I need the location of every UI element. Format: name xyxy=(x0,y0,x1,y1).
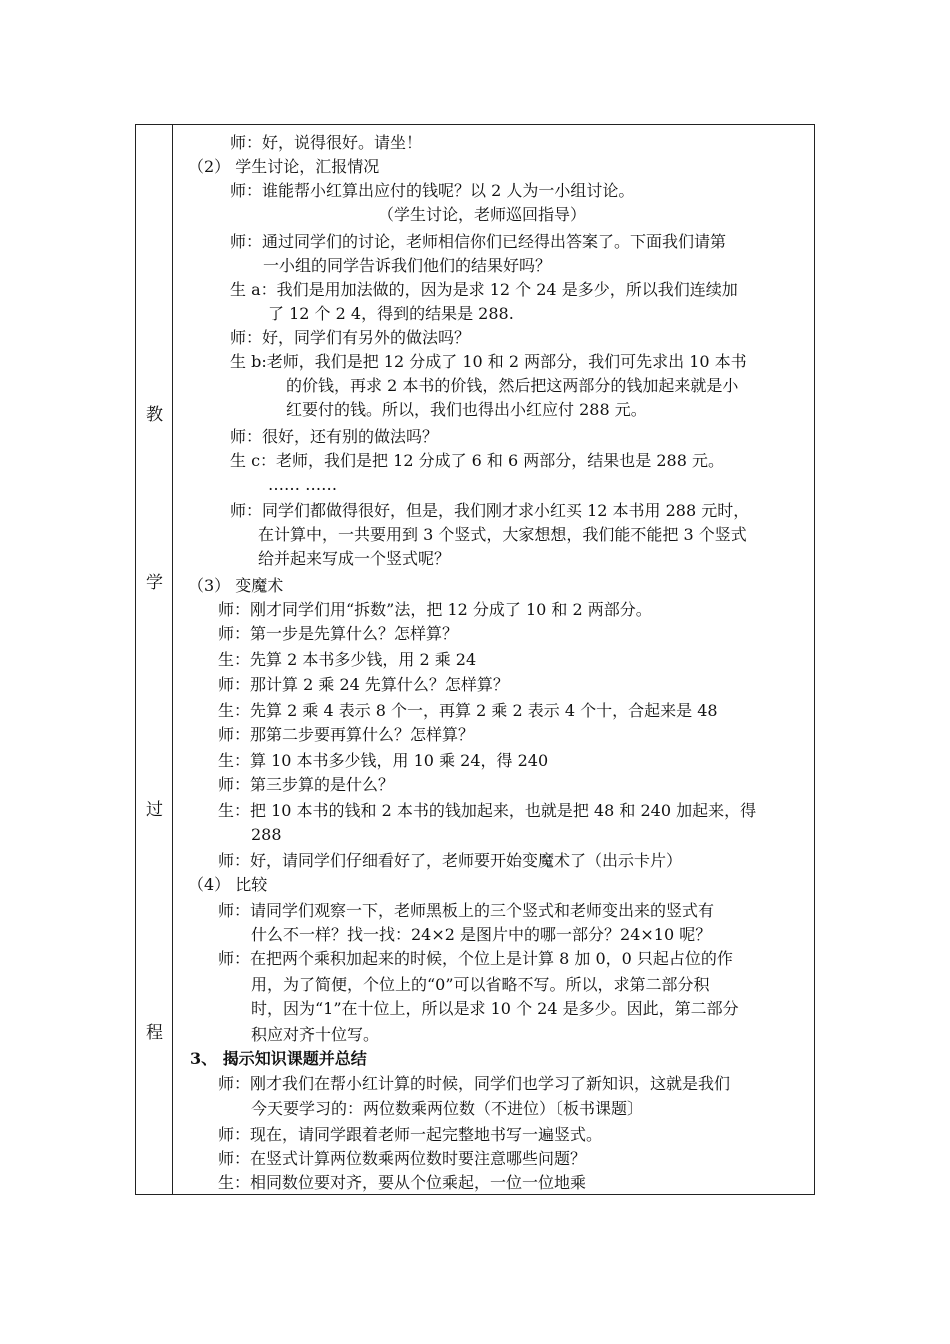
lesson-table xyxy=(135,124,815,1195)
section-label-column xyxy=(136,125,173,1194)
text-line: 生：相同数位要对齐，要从个位乘起，一位一位地乘 xyxy=(218,1173,587,1192)
text-line: （学生讨论，老师巡回指导） xyxy=(378,205,587,224)
text-line: 师：好，请同学们仔细看好了，老师要开始变魔术了（出示卡片） xyxy=(218,851,683,870)
text-line: 师：刚才我们在帮小红计算的时候，同学们也学习了新知识，这就是我们 xyxy=(218,1074,731,1093)
text-line: 师：请同学们观察一下，老师黑板上的三个竖式和老师变出来的竖式有 xyxy=(218,901,715,920)
text-line: 师：那第二步要再算什么？怎样算？ xyxy=(218,725,475,744)
side-label-char: 教 xyxy=(146,405,163,425)
text-line: 时，因为“1”在十位上，所以是求 10 个 24 是多少。因此，第二部分 xyxy=(251,999,739,1018)
text-line: 生：把 10 本书的钱和 2 本书的钱加起来，也就是把 48 和 240 加起来，得 xyxy=(218,801,757,820)
side-label-char: 过 xyxy=(146,800,163,820)
side-label-char: 程 xyxy=(146,1023,163,1043)
text-line: 师：同学们都做得很好，但是，我们刚才求小红买 12 本书用 288 元时， xyxy=(230,501,750,520)
text-line: 的价钱，再求 2 本书的价钱，然后把这两部分的钱加起来就是小 xyxy=(286,376,739,395)
text-line: 什么不一样？找一找：24×2 是图片中的哪一部分？24×10 呢？ xyxy=(251,925,712,944)
side-label-char: 学 xyxy=(146,573,163,593)
text-line: 了 12 个 2 4，得到的结果是 288. xyxy=(268,304,514,323)
text-line: 288 xyxy=(251,825,282,844)
text-line: 在计算中，一共要用到 3 个竖式，大家想想，我们能不能把 3 个竖式 xyxy=(258,525,747,544)
text-line: 师：在把两个乘积加起来的时候，个位上是计算 8 加 0，0 只起占位的作 xyxy=(218,949,733,968)
text-line: 师：刚才同学们用“拆数”法，把 12 分成了 10 和 2 两部分。 xyxy=(218,600,652,619)
text-line: 用，为了简便，个位上的“0”可以省略不写。所以，求第二部分积 xyxy=(251,975,710,994)
text-line: 生 c：老师，我们是把 12 分成了 6 和 6 两部分，结果也是 288 元。 xyxy=(230,451,724,470)
text-line: 师：那计算 2 乘 24 先算什么？怎样算？ xyxy=(218,675,509,694)
text-line: 师：很好，还有别的做法吗？ xyxy=(230,427,439,446)
text-line: 师：通过同学们的讨论，老师相信你们已经得出答案了。下面我们请第 xyxy=(230,232,727,251)
text-line: 师：好，同学们有另外的做法吗？ xyxy=(230,328,471,347)
text-line: （3） 变魔术 xyxy=(188,576,284,595)
text-line: …… …… xyxy=(268,475,338,494)
text-line: 师：第一步是先算什么？怎样算？ xyxy=(218,624,459,643)
text-line: 给并起来写成一个竖式呢？ xyxy=(258,549,451,568)
text-line: 师：在竖式计算两位数乘两位数时要注意哪些问题？ xyxy=(218,1149,587,1168)
text-line: 师：好，说得很好。请坐！ xyxy=(230,133,423,152)
text-line: 红要付的钱。所以，我们也得出小红应付 288 元。 xyxy=(286,400,647,419)
text-line: 生 a：我们是用加法做的，因为是求 12 个 24 是多少，所以我们连续加 xyxy=(230,280,738,299)
teaching-process-content xyxy=(173,125,814,1194)
text-line: （4） 比较 xyxy=(188,875,268,894)
text-line: （2） 学生讨论，汇报情况 xyxy=(188,157,380,176)
text-line: 师：谁能帮小红算出应付的钱呢？以 2 人为一小组讨论。 xyxy=(230,181,635,200)
text-line: 生 b:老师，我们是把 12 分成了 10 和 2 两部分，我们可先求出 10 本书 xyxy=(230,352,747,371)
text-line: 师：现在，请同学跟着老师一起完整地书写一遍竖式。 xyxy=(218,1125,603,1144)
text-line: 生：先算 2 乘 4 表示 8 个一，再算 2 乘 2 表示 4 个十，合起来是 48 xyxy=(218,701,718,720)
text-line: 一小组的同学告诉我们他们的结果好吗？ xyxy=(263,256,552,275)
text-line: 师：第三步算的是什么？ xyxy=(218,775,395,794)
text-line: 生：算 10 本书多少钱，用 10 乘 24，得 240 xyxy=(218,751,549,770)
text-line: 积应对齐十位写。 xyxy=(251,1025,380,1044)
text-line: 今天要学习的：两位数乘两位数（不进位）〔板书课题〕 xyxy=(251,1099,644,1118)
text-line: 3、 揭示知识课题并总结 xyxy=(190,1049,367,1068)
text-line: 生：先算 2 本书多少钱，用 2 乘 24 xyxy=(218,650,477,669)
